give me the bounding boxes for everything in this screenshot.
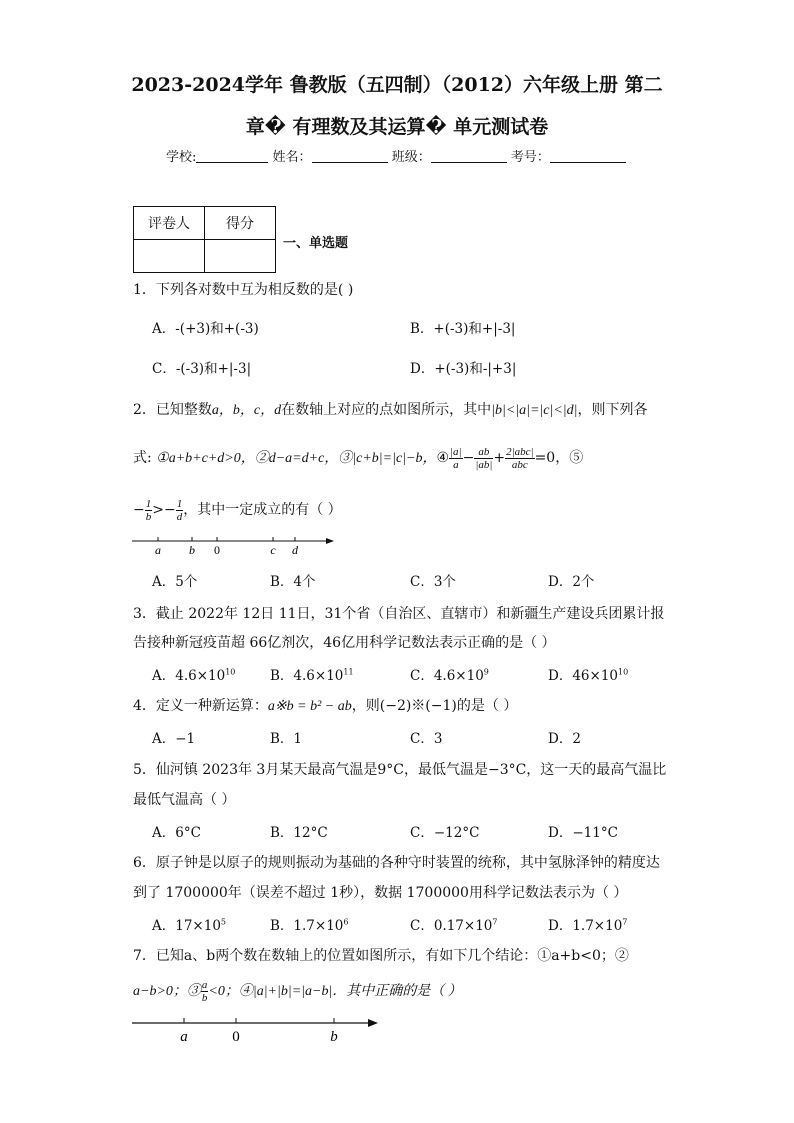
q2-stem-part: 2．已知整数 xyxy=(133,402,212,418)
q6-line2: 到了 1700000年（误差不超过 1秒），数据 1700000用科学记数法表示为（ ） xyxy=(133,885,628,901)
q4-option-a[interactable]: A．−1 xyxy=(152,731,196,747)
doc-title-line2: 章� 有理数及其运算� 单元测试卷 xyxy=(245,116,549,138)
score-table-grader-cell[interactable] xyxy=(134,240,205,273)
q2-op: >− xyxy=(152,502,176,518)
q2-frac-1: $\frac{|a|}{a}$ xyxy=(450,445,462,471)
q7-line2 xyxy=(133,973,462,1010)
school-blank[interactable] xyxy=(196,150,268,163)
q4-option-b[interactable]: B．1 xyxy=(270,731,303,747)
section-heading: 一、单选题 xyxy=(283,236,349,251)
q2-condition: |b|<|a|=|c|<|d| xyxy=(491,403,578,418)
q2-stem-part: 在数轴上对应的点如图所示，其中 xyxy=(281,402,492,418)
field-name-label: 姓名： xyxy=(272,150,312,165)
q2-frac-3: $\frac{\text{2|abc|}}{\text{abc}}$ xyxy=(506,445,534,471)
q2-expr-2: ②d−a=d+c， xyxy=(254,451,339,466)
q7-frac: $\frac{a}{b}$ xyxy=(201,978,208,1004)
q2-number-line xyxy=(130,533,340,563)
class-blank[interactable] xyxy=(431,150,507,163)
q7-label-a: a xyxy=(180,1029,188,1045)
q2-option-d[interactable]: D．2个 xyxy=(548,574,595,590)
score-table xyxy=(133,206,276,273)
q2-op: − xyxy=(133,502,145,518)
q7-expr-2: <0；④|a|+|b|=|a−b|．其中正确的是（ ） xyxy=(208,984,462,999)
field-class-label: 班级： xyxy=(391,150,431,165)
q2-expr-4-tail: =0，⑤ xyxy=(534,450,584,466)
q4-option-d[interactable]: D．2 xyxy=(548,731,581,747)
q3-option-b[interactable]: B．$4.6\times 10^{11}$ xyxy=(270,667,354,684)
q2-line3 xyxy=(133,492,342,528)
score-table-score-header: 得分 xyxy=(205,207,276,240)
q7-number-line xyxy=(130,1012,386,1048)
q6-option-a[interactable]: A．$17\times 10^5$ xyxy=(152,917,227,934)
q2-label-b: b xyxy=(189,543,195,557)
q2-expr-1: ①a+b+c+d>0， xyxy=(156,451,255,466)
q2-expr-3: ③|c+b|=|c|−b， xyxy=(338,451,437,466)
q2-label-0: 0 xyxy=(214,543,220,557)
q1-option-d[interactable]: D．+(-3)和-|+3| xyxy=(410,361,517,377)
q5-option-a[interactable]: A．6°C xyxy=(152,825,201,841)
q5-line2: 最低气温高（ ） xyxy=(133,792,236,808)
field-school-label: 学校: xyxy=(166,150,197,165)
q2-frac-2: $\frac{ab}{|ab|}$ xyxy=(475,445,493,471)
q2-prefix: 式: xyxy=(133,450,157,466)
q2-frac-4: $\frac{1}{b}$ xyxy=(145,497,152,523)
q2-op: + xyxy=(493,450,506,466)
q2-frac-5: $\frac{1}{d}$ xyxy=(176,497,183,523)
q2-tail: ，其中一定成立的有（ ） xyxy=(183,502,342,518)
q2-label-c: c xyxy=(270,543,276,557)
q3-option-c[interactable]: C．$4.6\times 10^9$ xyxy=(410,667,489,684)
q1-stem: 1．下列各对数中互为相反数的是( ) xyxy=(133,282,354,298)
q5-line1: 5．仙河镇 2023年 3月某天最高气温是9°C，最低气温是−3°C，这一天的最高气温比 xyxy=(133,762,667,778)
id-blank[interactable] xyxy=(550,150,626,163)
q7-axis-arrow xyxy=(368,1019,378,1027)
q2-axis-arrow xyxy=(326,538,334,544)
q2-stem-part: ，则下列各 xyxy=(577,402,648,418)
q5-option-d[interactable]: D．−11°C xyxy=(548,825,618,841)
q7-line1: 7．已知a、b两个数在数轴上的位置如图所示，有如下几个结论：①a+b<0；② xyxy=(133,948,629,964)
q1-option-b[interactable]: B．+(-3)和+|-3| xyxy=(410,321,516,337)
q2-label-a: a xyxy=(155,543,161,557)
score-table-grader-header: 评卷人 xyxy=(134,207,205,240)
q3-option-a[interactable]: A．$4.6\times 10^{10}$ xyxy=(152,667,236,684)
q3-line2: 告接种新冠疫苗超 66亿剂次，46亿用科学记数法表示正确的是（ ） xyxy=(133,635,556,651)
q5-option-c[interactable]: C．−12°C xyxy=(410,825,480,841)
q2-option-a[interactable]: A．5个 xyxy=(152,574,198,590)
q5-option-b[interactable]: B．12°C xyxy=(270,825,328,841)
q6-option-c[interactable]: C．$0.17\times 10^7$ xyxy=(410,917,498,934)
q6-line1: 6．原子钟是以原子的规则振动为基础的各种守时装置的统称，其中氢脉泽钟的精度达 xyxy=(133,855,660,871)
q2-option-b[interactable]: B．4个 xyxy=(270,574,316,590)
q3-line1: 3．截止 2022年 12日 11日，31个省（自治区、直辖市）和新疆生产建设兵团累计报 xyxy=(133,606,665,622)
q3-option-d[interactable]: D．$46\times 10^{10}$ xyxy=(548,667,629,684)
q2-line2 xyxy=(133,438,583,479)
score-table-score-cell[interactable] xyxy=(205,240,276,273)
q4-option-c[interactable]: C．3 xyxy=(410,731,443,747)
q6-option-d[interactable]: D．$1.7\times 10^7$ xyxy=(548,917,628,934)
q6-option-b[interactable]: B．$1.7\times 10^6$ xyxy=(270,917,349,934)
q4-formula: a※b = b² − ab xyxy=(267,699,352,714)
q7-expr-1: a−b>0；③ xyxy=(133,984,201,999)
name-blank[interactable] xyxy=(312,150,388,163)
q2-op: − xyxy=(462,450,475,466)
doc-title-line1: 2023-2024学年 鲁教版（五四制）（2012）六年级上册 第二 xyxy=(131,74,663,96)
field-id-label: 考号： xyxy=(510,150,550,165)
info-fields xyxy=(166,146,626,165)
q2-line1 xyxy=(133,399,648,419)
q2-expr-4-marker: ④ xyxy=(436,450,450,466)
q4-stem: 4．定义一种新运算：a※b = b² − ab，则(−2)※(−1)的是（ ） xyxy=(133,698,518,714)
q7-label-0: 0 xyxy=(232,1029,240,1045)
q7-label-b: b xyxy=(330,1029,338,1045)
q1-option-c[interactable]: C．-(-3)和+|-3| xyxy=(152,361,252,377)
q2-label-d: d xyxy=(292,543,298,557)
q2-vars: a，b，c，d xyxy=(211,403,282,418)
q1-option-a[interactable]: A．-(+3)和+(-3) xyxy=(152,321,259,337)
q2-option-c[interactable]: C．3个 xyxy=(410,574,456,590)
